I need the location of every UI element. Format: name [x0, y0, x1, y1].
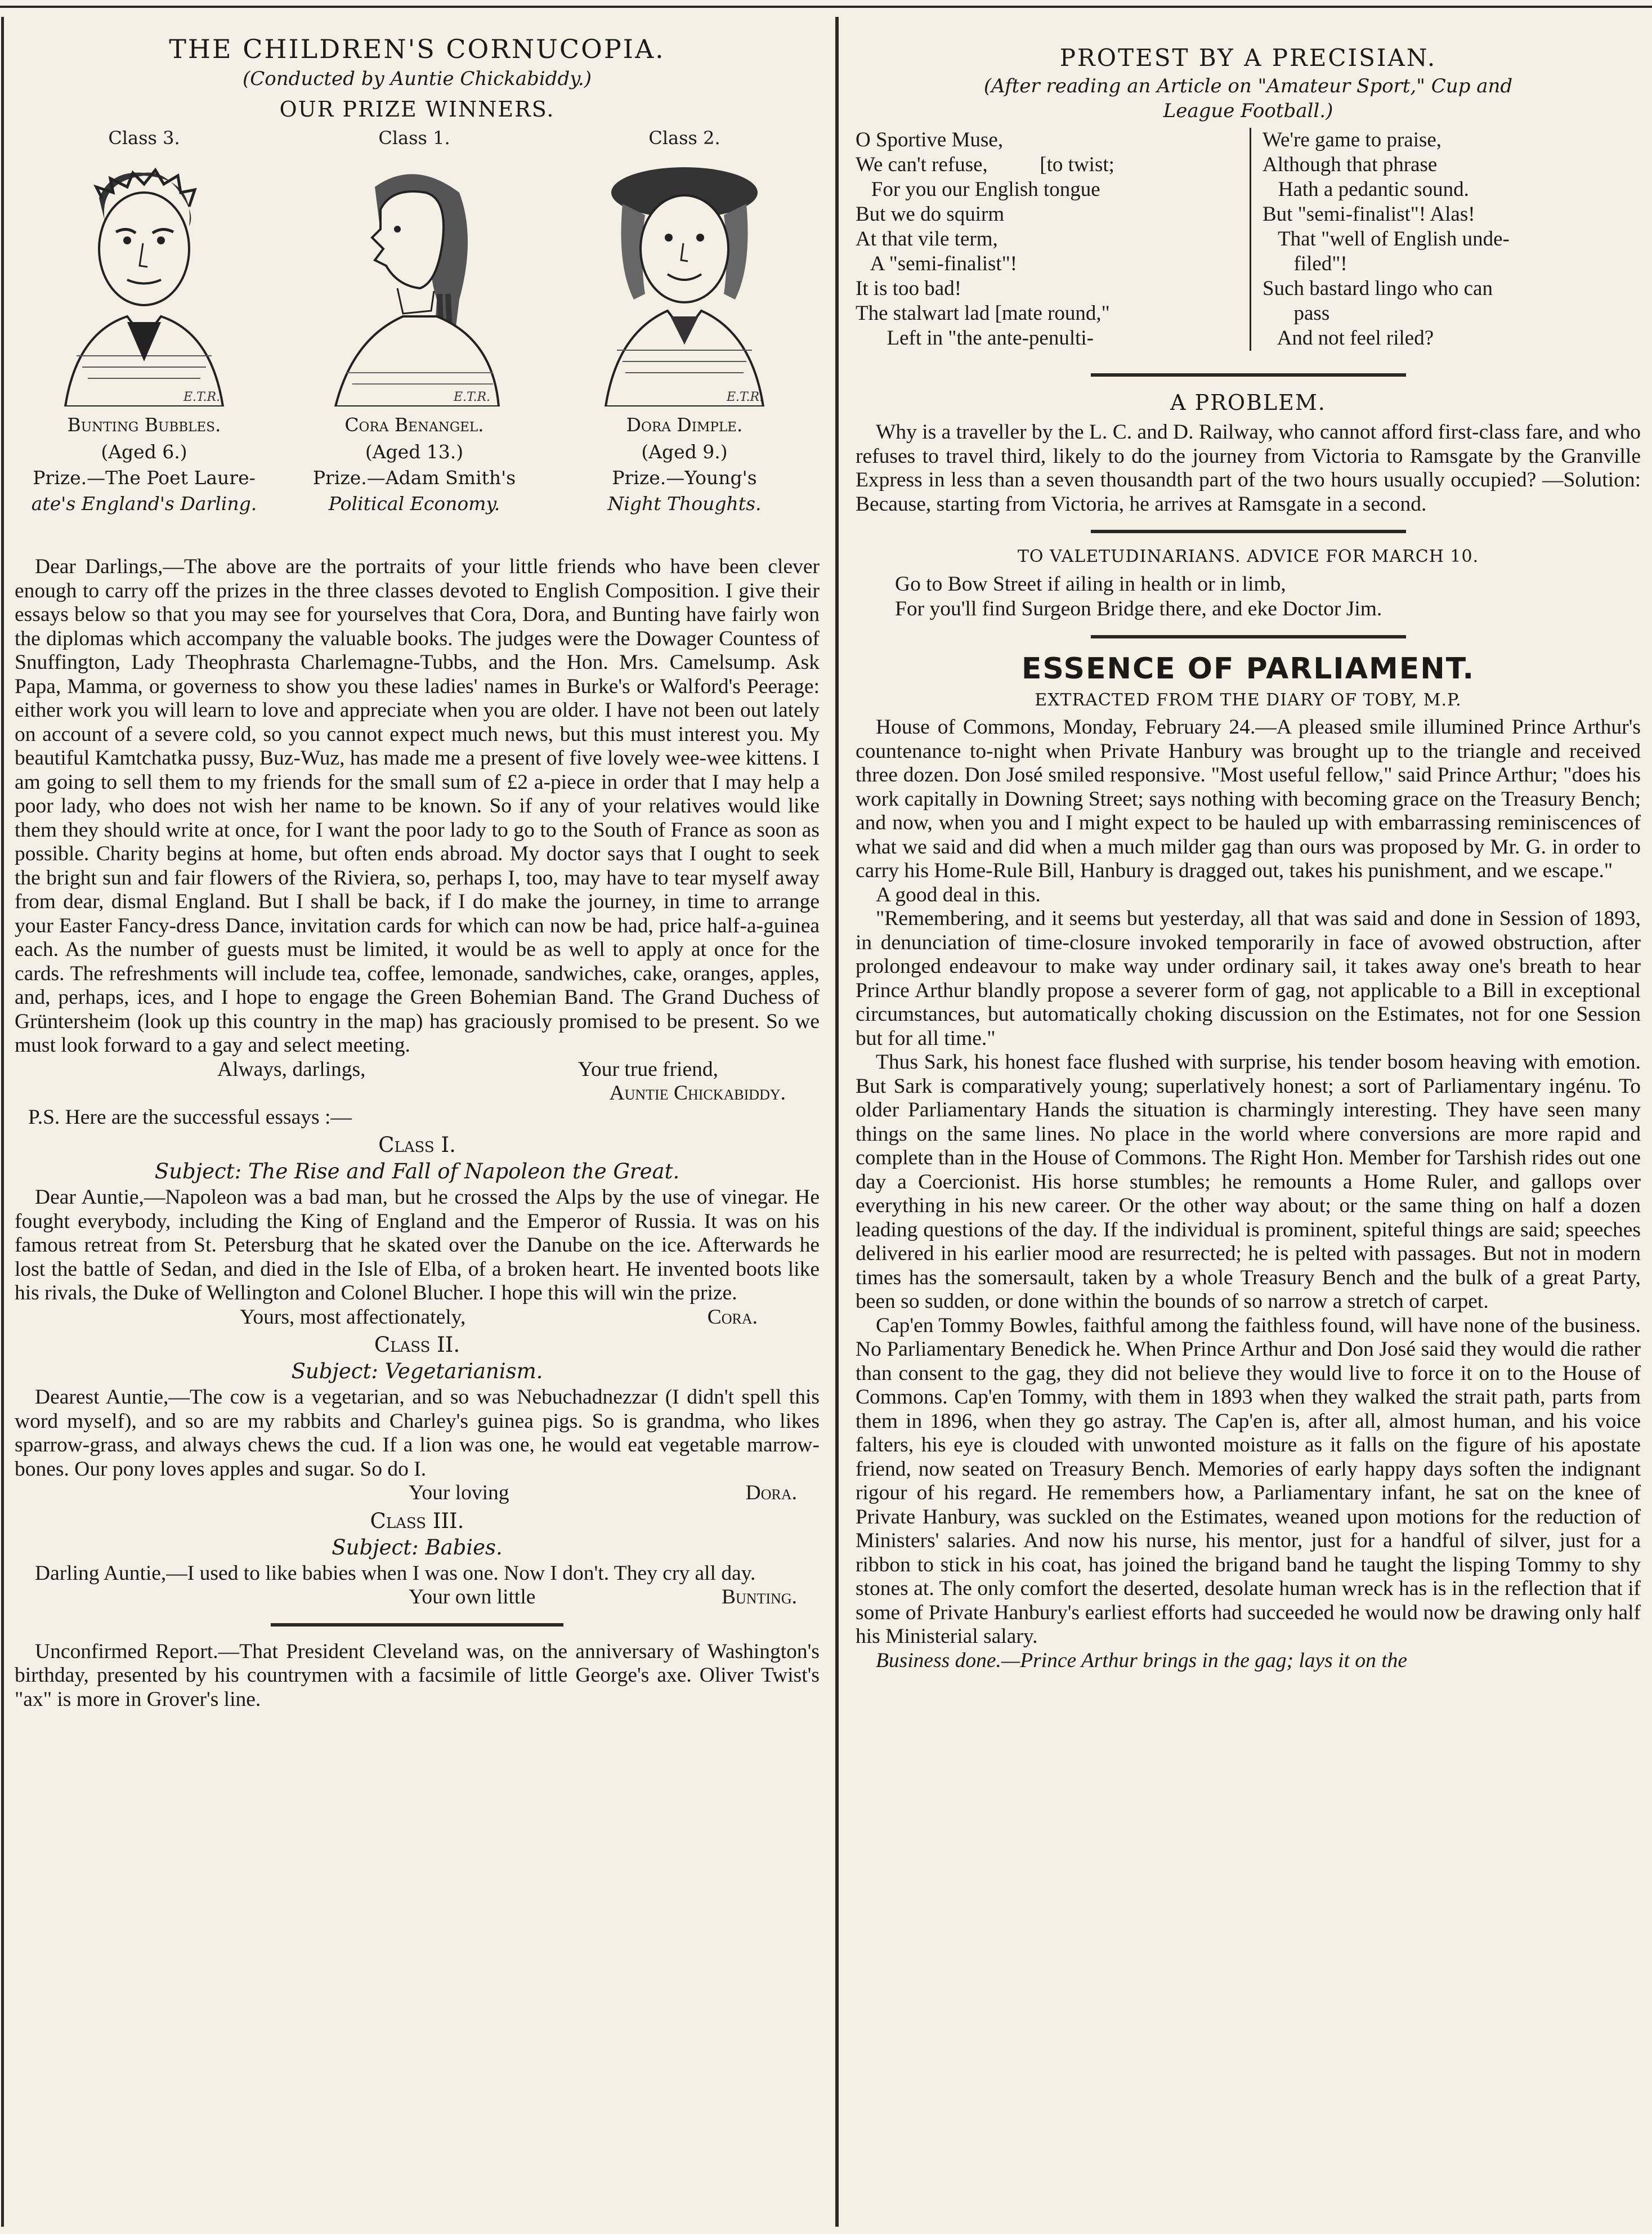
auntie-letter: Dear Darlings,—The above are the portraits of your little friends who have been clever enough to carry off the prizes in the three classes devoted to English Composition. I give their essays below so that you may see for yourselves that Cora, Dora, and Bunting have fairly won the diplomas which accompany the valuable books. The judges were the Dowager Countess of Snuffington, Lady Theophrasta Charlemagne-Tubbs, and the Hon. Mrs. Camelsump. Ask Papa, Mamma, or governess to show you these ladies' names in Burke's or Walford's Peerage: either work you will learn to love and appreciate when you are older. I have not been out lately on account of a severe cold, so you cannot expect much news, but this must interest you. My beautiful Kamtchatka pussy, Buz-Wuz, has made me a present of five lovely wee-wee kittens. I am going to sell them to my friends for the small sum of £2 a-piece in order that I may help a poor lady, who does not wish her name to be known. So if any of your relatives would like them they should write at once, for I want the poor lady to go to the South of France as soon as possible. Charity begins at home, but often ends abroad. My doctor says that I ought to seek the bright sun and fair flowers of the Riviera, so, perhaps I, too, may have to tear myself away from dear, dismal England. But I shall be back, if I do make the journey, in time to arrange your Easter Fancy-dress Dance, invitation cards for which can now be had, price half-a-guinea each. As the number of guests must be limited, it would be as well to apply at once for the cards. The refreshments will include tea, coffee, lemonade, sandwiches, cake, oranges, apples, and, perhaps, ices, and I hope to engage the Green Bohemian Band. The Grand Duchess of Grüntersheim (look up this country in the map) has graciously promised to be present. So we must look forward to a gay and select meeting.: [15, 555, 820, 1057]
class3-close: Your own little: [409, 1585, 536, 1609]
left-edge-rule: [1, 17, 4, 2227]
protest-subtitle-2: League Football.): [1163, 100, 1333, 122]
essence-paragraph: Cap'en Tommy Bowles, faithful among the faithless found, will have none of the business. No Parliamentary Benedick he. When Prince Arthur and Don José said they would die rather than consent to the gag, they did not believe they would live to force it on to the House of Commons. Cap'en Tommy, with them in 1893 when they walked the strait path, parts from them in 1896, when they go astray. The Cap'en is, after all, almost human, and his voice falters, his eye is clouded with unwonted moisture as it falls on the figure of his apostate friend, now seated on Treasury Bench. Memories of early happy days soften the indignant rigour of his regard. He remembers how, a Parliamentary infant, he sat on the knee of Private Hanbury, was suckled on the Estimates, weaned upon motions for the reduction of Ministers' salaries. And now his nurse, his mentor, just for a handful of silver, just for a ribbon to stick in his coat, has joined the brigand band he taught the lisping Tommy to shy stones at. The only comfort the deserted, desolate human wreck has is in the reflection that if some of Private Hanbury's earliest efforts had succeeded he would now be drawing only half his Ministerial salary.: [856, 1313, 1641, 1648]
winner-prize-line1: Prize.—Young's: [612, 467, 757, 489]
class1-close: Yours, most affectionately,: [240, 1305, 466, 1329]
essence-paragraph: "Remembering, and it seems but yesterday, all that was said and done in Session of 1893, in denunciation of time-closure invoked temporarily in face of avowed obstruction, after prolonged endeavour to make way under ordinary sail, it takes away one's breath to hear Prince Arthur blandly propose a severer form of gag, not applicable to a Bill in exceptional circumstances, but automatically choking discussion on the Estimates, not for one Session but for all time.": [856, 907, 1641, 1050]
advice-title: TO VALETUDINARIANS. ADVICE FOR MARCH 10.: [1017, 547, 1479, 566]
poem-line: We're game to praise,: [1262, 128, 1442, 151]
winner-prize-line1: Prize.—The Poet Laure-: [33, 467, 256, 489]
class3-closing: [15, 1585, 820, 1610]
class1-heading: Class I.: [378, 1133, 456, 1157]
poem-line: That "well of English unde-: [1262, 227, 1510, 251]
unconfirmed-report: Unconfirmed Report.—That President Cleveland was, on the anniversary of Washington's birthday, presented by his countrymen with a facsimile of little George's axe. Oliver Twist's "ax" is more in Grover's line.: [15, 1639, 820, 1711]
letter-signature: Auntie Chickabiddy.: [609, 1082, 786, 1105]
essence-business-done: Business done.—Prince Arthur brings in the gag; lays it on the: [876, 1648, 1408, 1672]
class3-heading: Class III.: [370, 1508, 464, 1533]
left-column: [15, 19, 820, 2223]
poem-right-column: [1262, 128, 1611, 351]
poem-line: For you our English tongue: [856, 178, 1100, 201]
poem-line: Hath a pedantic sound.: [1262, 178, 1469, 201]
class3-subject: Subject: Babies.: [332, 1535, 503, 1560]
artist-signature: E.T.R.: [727, 390, 764, 404]
problem-text: Why is a traveller by the L. C. and D. Railway, who cannot afford first-class fare, and who refuses to travel third, likely to do the journey from Victoria to Ramsgate by the Granville Express in less than a seven thousandth part of the two hours usually occupied? —Solution: Because, starting from Victoria, he arrives at Ramsgate in a second.: [856, 421, 1641, 516]
advice-line-1: Go to Bow Street if ailing in health or in limb,: [895, 573, 1286, 596]
poem-line: Left in "the ante-penulti-: [856, 327, 1094, 350]
artist-signature: E.T.R.: [454, 390, 491, 404]
class2-close: Your loving: [409, 1481, 509, 1504]
poem-line: O Sportive Muse,: [856, 128, 1004, 151]
prize-heading: OUR PRIZE WINNERS.: [279, 97, 555, 122]
section-rule: [1091, 530, 1406, 533]
class3-essay: Darling Auntie,—I used to like babies when I was one. Now I don't. They cry all day.: [35, 1561, 756, 1585]
class3-sign: Bunting.: [721, 1585, 797, 1609]
closing-right: Your true friend,: [577, 1057, 718, 1081]
poem-line: Such bastard lingo who can: [1262, 277, 1493, 300]
protest-poem: [856, 128, 1641, 351]
class2-closing: [15, 1481, 820, 1505]
winner-cora: [285, 127, 544, 515]
class1-closing: [15, 1306, 820, 1330]
prize-winners: [15, 127, 820, 555]
winner-name: Bunting Bubbles.: [67, 414, 221, 436]
essence-subtitle: EXTRACTED FROM THE DIARY OF TOBY, M.P.: [1035, 690, 1462, 710]
winner-dora: [555, 127, 814, 515]
top-rule: [0, 6, 1652, 8]
class1-subject: Subject: The Rise and Fall of Napoleon the Great.: [154, 1159, 680, 1183]
poem-divider: [1250, 128, 1251, 351]
portrait-cora: [313, 153, 516, 406]
poem-line: The stalwart lad [mate round,": [856, 302, 1110, 325]
portrait-bunting: [43, 153, 245, 406]
class2-sign: Dora.: [745, 1481, 797, 1504]
winner-name: Cora Benangel.: [344, 414, 484, 436]
class2-heading: Class II.: [374, 1333, 460, 1357]
poem-line: But we do squirm: [856, 203, 1005, 226]
poem-line: We can't refuse, [to twist;: [856, 153, 1114, 176]
winner-age: (Aged 6.): [101, 441, 187, 463]
winner-prize-line2: ate's England's Darling.: [31, 493, 257, 515]
class2-subject: Subject: Vegetarianism.: [291, 1359, 543, 1383]
section-rule: [1091, 635, 1406, 638]
class1-sign: Cora.: [707, 1305, 758, 1329]
cornucopia-subtitle: (Conducted by Auntie Chickabiddy.): [243, 68, 592, 90]
essence-paragraph: A good deal in this.: [876, 883, 1041, 906]
winner-prize-line1: Prize.—Adam Smith's: [312, 467, 516, 489]
section-rule: [271, 1623, 563, 1627]
ps-line: P.S. Here are the successful essays :—: [28, 1105, 352, 1129]
letter-closing: [15, 1058, 820, 1082]
portrait-dora: [583, 153, 786, 406]
poem-line: filed"!: [1262, 252, 1347, 275]
column-divider: [835, 17, 839, 2227]
poem-left-column: [856, 128, 1238, 351]
poem-line: And not feel riled?: [1262, 327, 1434, 350]
poem-line: pass: [1262, 302, 1330, 325]
poem-line: Although that phrase: [1262, 153, 1438, 176]
winner-class: Class 2.: [648, 127, 720, 149]
advice-lines: [856, 572, 1641, 622]
winner-name: Dora Dimple.: [626, 414, 743, 436]
section-rule: [1091, 373, 1406, 377]
winner-prize-line2: Night Thoughts.: [607, 493, 762, 515]
poem-line: It is too bad!: [856, 277, 962, 300]
right-column: [856, 19, 1641, 2223]
artist-signature: E.T.R.: [183, 390, 221, 404]
winner-age: (Aged 13.): [365, 441, 464, 463]
closing-left: Always, darlings,: [217, 1057, 366, 1081]
poem-line: A "semi-finalist"!: [856, 252, 1018, 275]
advice-line-2: For you'll find Surgeon Bridge there, and eke Doctor Jim.: [895, 597, 1382, 620]
cornucopia-title: THE CHILDREN'S CORNUCOPIA.: [169, 34, 665, 64]
essence-paragraph: House of Commons, Monday, February 24.—A pleased smile illumined Prince Arthur's countenance to-night when Private Hanbury was brought up to the triangle and received three dozen. Don José smiled responsive. "Most useful fellow," said Prince Arthur; "does his work capitally in Downing Street; says nothing with becoming grace on the Treasury Bench; and now, when you and I might expect to be hauled up with embarrassing reminiscences of what we said and did when a much milder gag than ours was proposed by Mr. G. in order to carry his Home-Rule Bill, Hanbury is dragged out, takes his punishment, and we escape.": [856, 716, 1641, 882]
class1-essay: Dear Auntie,—Napoleon was a bad man, but he crossed the Alps by the use of vinegar. He fought everybody, including the King of England and the Emperor of Russia. It was on his famous retreat from St. Petersburg that he skated over the Danube on the ice. Afterwards he lost the battle of Sedan, and died in the Isle of Elba, of a broken heart. He invented boots like his rivals, the Duke of Wellington and Colonel Blucher. I hope this will win the prize.: [15, 1186, 820, 1304]
winner-age: (Aged 9.): [641, 441, 728, 463]
winner-bunting: [15, 127, 274, 515]
poem-line: But "semi-finalist"! Alas!: [1262, 203, 1475, 226]
essence-title: ESSENCE OF PARLIAMENT.: [1021, 652, 1475, 686]
poem-line: At that vile term,: [856, 227, 998, 251]
winner-class: Class 3.: [108, 127, 180, 149]
protest-subtitle-1: (After reading an Article on "Amateur Sport," Cup and: [983, 75, 1513, 97]
protest-title: PROTEST BY A PRECISIAN.: [1059, 44, 1437, 72]
letter-signature-row: [15, 1082, 820, 1106]
problem-title: A PROBLEM.: [1170, 390, 1326, 415]
class2-essay: Dearest Auntie,—The cow is a vegetarian, and so was Nebuchadnezzar (I didn't spell this word myself), and so are my rabbits and Charley's guinea pigs. So is grandma, who likes sparrow-grass, and always chews the cud. If a lion was one, he would eat vegetable marrow-bones. Our pony loves apples and sugar. So do I.: [15, 1386, 820, 1481]
winner-prize-line2: Political Economy.: [328, 493, 500, 515]
essence-paragraph: Thus Sark, his honest face flushed with surprise, his tender bosom heaving with emotion. But Sark is comparatively young; superlatively honest; a sort of Parliamentary ingénu. To older Parliamentary Hands the situation is charmingly interesting. They have seen many things on the same lines. No place in the world where conversions are more rapid and complete than in the House of Commons. The Right Hon. Member for Tarshish rides out one day a Coercionist. His horse stumbles; he remounts a Home Ruler, and gallops over everything in his new career. Or the other way about; or the same thing on half a dozen leading questions of the day. If the individual is prominent, spiteful things are said; speeches delivered in his earlier mood are resurrected; he is pelted with passages. But not in modern times has the somersault, taken by a whole Treasury Bench and the bulk of a great Party, been so sudden, or done within the bounds of so narrow a stretch of carpet.: [856, 1051, 1641, 1313]
winner-class: Class 1.: [378, 127, 450, 149]
